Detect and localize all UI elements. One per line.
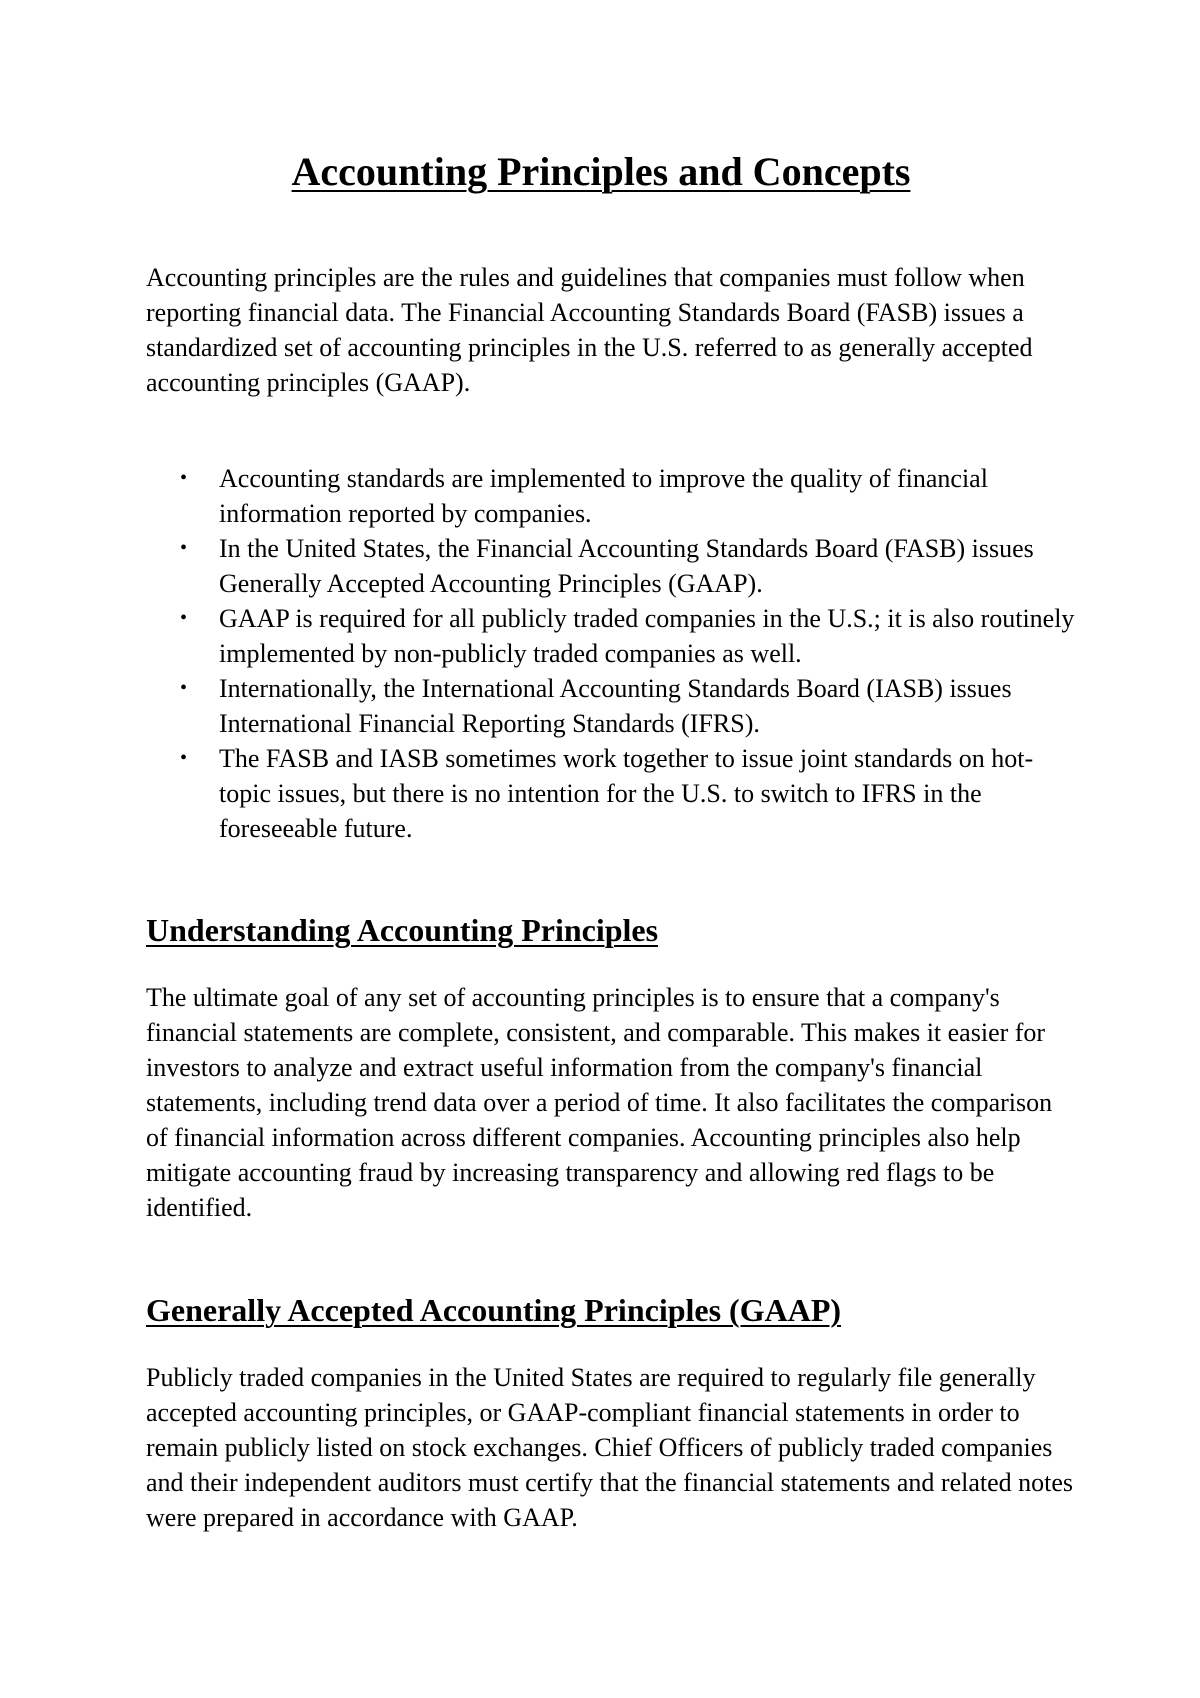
list-item bbox=[146, 531, 1076, 601]
list-item-text: The FASB and IASB sometimes work together to issue joint standards on hot-topic issues, but there is no intention for the U.S. to switch to IFRS in the foreseeable future. bbox=[219, 744, 1034, 843]
bullet-icon: • bbox=[180, 607, 188, 629]
list-item bbox=[146, 601, 1076, 671]
list-item-text: Accounting standards are implemented to improve the quality of financial information reported by companies. bbox=[219, 464, 988, 528]
list-item bbox=[146, 671, 1076, 741]
intro-paragraph: Accounting principles are the rules and guidelines that companies must follow when reporting financial data. The Financial Accounting Standards Board (FASB) issues a standardized set of accounting principles in the U.S. referred to as generally accepted accounting principles (GAAP). bbox=[146, 263, 1033, 397]
section-heading-gaap: Generally Accepted Accounting Principles (GAAP) bbox=[146, 1292, 842, 1328]
key-points-list bbox=[146, 461, 1076, 846]
bullet-icon: • bbox=[180, 467, 188, 489]
section-body-understanding: The ultimate goal of any set of accounting principles is to ensure that a company's financial statements are complete, consistent, and comparable. This makes it easier for investors to analyze and extract useful information from the company's financial statements, including trend data over a period of time. It also facilitates the comparison of financial information across different companies. Accounting principles also help mitigate accounting fraud by increasing transparency and allowing red flags to be identified. bbox=[146, 983, 1053, 1222]
list-item-text: Internationally, the International Accounting Standards Board (IASB) issues International Financial Reporting Standards (IFRS). bbox=[219, 674, 1012, 738]
list-item-text: In the United States, the Financial Accounting Standards Board (FASB) issues Generally Accepted Accounting Principles (GAAP). bbox=[219, 534, 1034, 598]
bullet-icon: • bbox=[180, 537, 188, 559]
list-item-text: GAAP is required for all publicly traded companies in the U.S.; it is also routinely implemented by non-publicly traded companies as well. bbox=[219, 604, 1075, 668]
list-item bbox=[146, 461, 1076, 531]
bullet-icon: • bbox=[180, 677, 188, 699]
bullet-icon: • bbox=[180, 747, 188, 769]
section-body-gaap: Publicly traded companies in the United States are required to regularly file generally accepted accounting principles, or GAAP-compliant financial statements in order to remain publicly listed on stock exchanges. Chief Officers of publicly traded companies and their independent auditors must certify that the financial statements and related notes were prepared in accordance with GAAP. bbox=[146, 1363, 1074, 1532]
page-title: Accounting Principles and Concepts bbox=[291, 149, 911, 194]
list-item bbox=[146, 741, 1076, 846]
section-heading-understanding: Understanding Accounting Principles bbox=[146, 912, 659, 948]
